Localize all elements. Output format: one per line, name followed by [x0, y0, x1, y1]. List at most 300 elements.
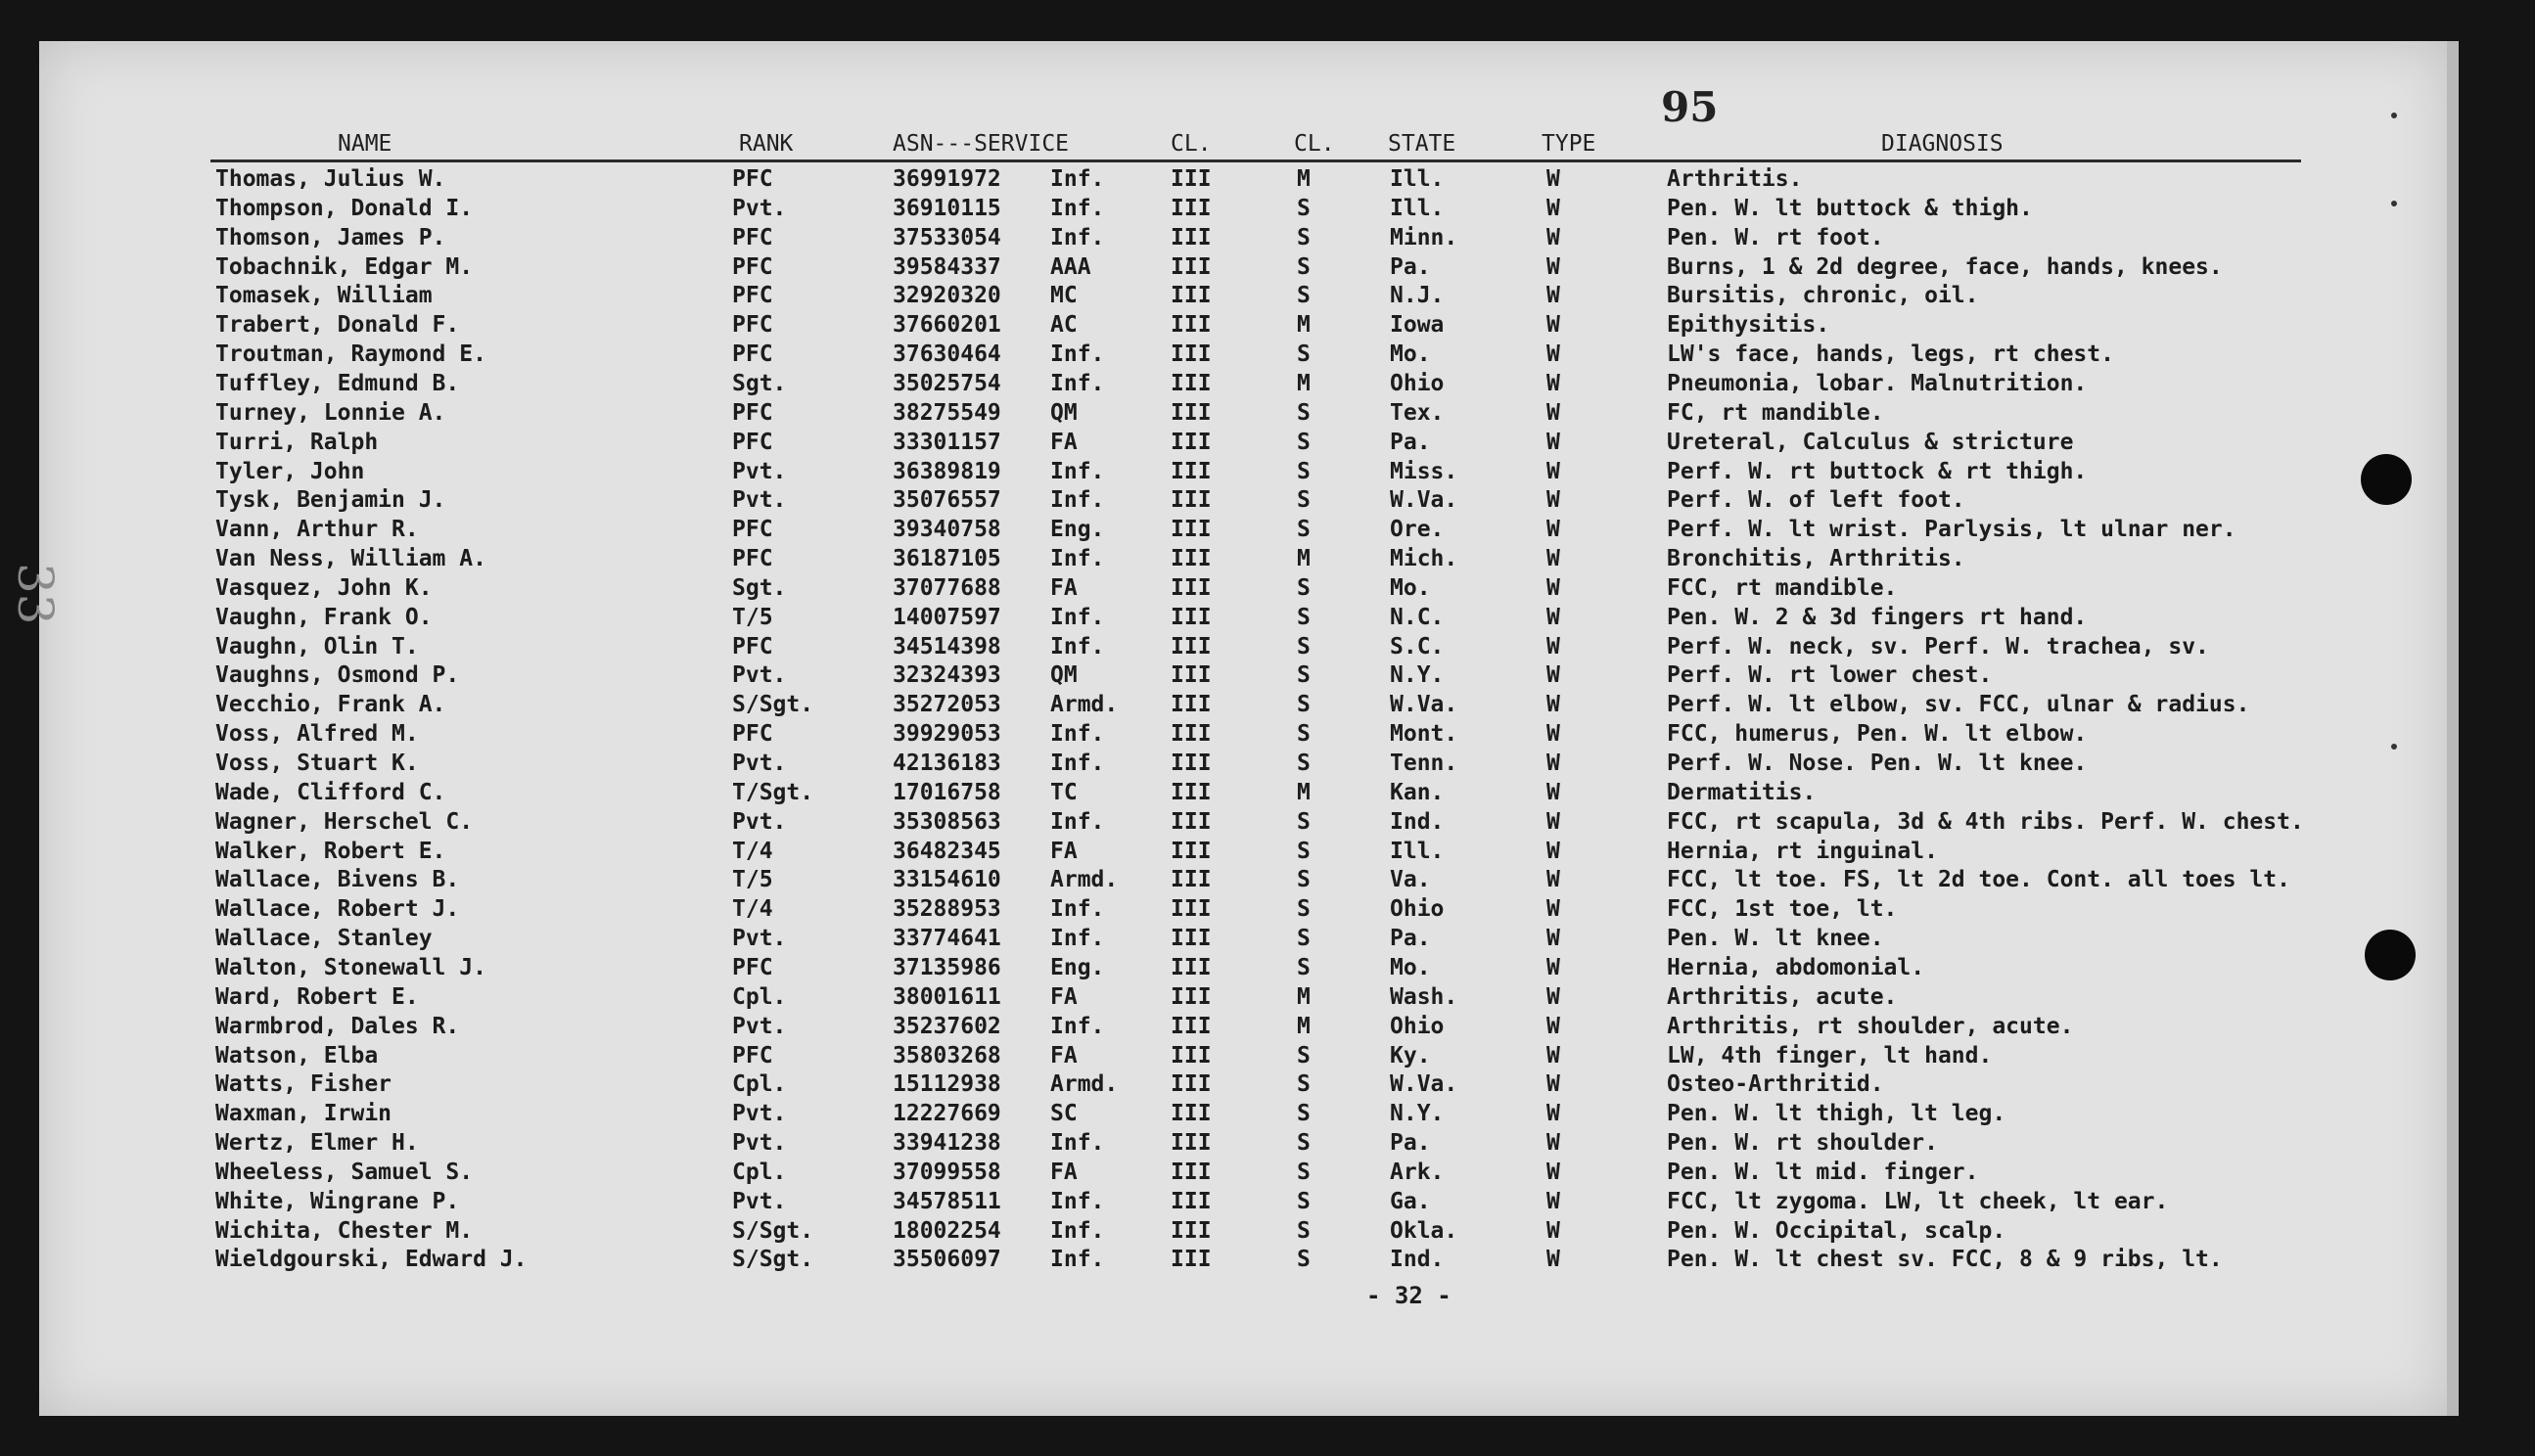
cell-class-2: S — [1297, 954, 1311, 980]
cell-type: W — [1546, 1013, 1560, 1039]
cell-diagnosis: Hernia, abdomonial. — [1667, 954, 1925, 980]
cell-rank: PFC — [732, 224, 773, 250]
cell-service: Inf. — [1050, 1188, 1105, 1214]
cell-service: Inf. — [1050, 633, 1105, 660]
cell-diagnosis: FCC, lt toe. FS, lt 2d toe. Cont. all toes lt. — [1667, 867, 2290, 893]
cell-class-2: S — [1297, 662, 1311, 689]
cell-state: Kan. — [1390, 779, 1445, 805]
cell-type: W — [1546, 1159, 1560, 1185]
cell-state: Ohio — [1390, 370, 1445, 396]
cell-diagnosis: Perf. W. rt buttock & rt thigh. — [1667, 458, 2088, 484]
cell-state: Va. — [1390, 867, 1431, 893]
cell-diagnosis: Ureteral, Calculus & stricture — [1667, 429, 2074, 455]
cell-asn: 38001611 — [893, 983, 1001, 1010]
cell-rank: Pvt. — [732, 195, 787, 221]
cell-class-1: III — [1171, 312, 1212, 339]
cell-diagnosis: Arthritis, acute. — [1667, 983, 1898, 1010]
cell-class-2: S — [1297, 429, 1311, 455]
cell-state: W.Va. — [1390, 487, 1458, 514]
cell-asn: 35025754 — [893, 370, 1001, 396]
cell-diagnosis: Perf. W. Nose. Pen. W. lt knee. — [1667, 751, 2088, 776]
cell-class-2: S — [1297, 283, 1311, 309]
cell-rank: PFC — [732, 283, 773, 309]
cell-name: Watson, Elba — [215, 1042, 379, 1069]
cell-service: FA — [1050, 574, 1078, 601]
header-state: STATE — [1388, 131, 1456, 157]
cell-asn: 37077688 — [893, 574, 1001, 601]
cell-type: W — [1546, 808, 1560, 835]
cell-class-1: III — [1171, 838, 1212, 864]
cell-state: Ill. — [1390, 166, 1445, 192]
cell-class-1: III — [1171, 517, 1212, 543]
cell-diagnosis: Dermatitis. — [1667, 779, 1817, 805]
margin-handwritten-note: 33 — [7, 563, 64, 625]
cell-asn: 14007597 — [893, 604, 1001, 630]
punch-hole-top — [2361, 454, 2412, 505]
cell-class-1: III — [1171, 370, 1212, 396]
cell-diagnosis: Hernia, rt inguinal. — [1667, 838, 1938, 864]
cell-class-2: M — [1297, 166, 1311, 192]
cell-diagnosis: Perf. W. neck, sv. Perf. W. trachea, sv. — [1667, 633, 2209, 660]
cell-type: W — [1546, 1247, 1560, 1273]
cell-asn: 36482345 — [893, 838, 1001, 864]
cell-name: White, Wingrane P. — [215, 1188, 460, 1214]
cell-class-2: S — [1297, 1217, 1311, 1244]
cell-asn: 37099558 — [893, 1159, 1001, 1185]
footer-page-number: - 32 - — [1366, 1282, 1452, 1309]
cell-rank: Pvt. — [732, 662, 787, 689]
cell-type: W — [1546, 896, 1560, 923]
cell-service: Eng. — [1050, 954, 1105, 980]
cell-name: Warmbrod, Dales R. — [215, 1013, 460, 1039]
cell-state: Mich. — [1390, 546, 1458, 572]
cell-asn: 33154610 — [893, 867, 1001, 893]
cell-class-2: S — [1297, 808, 1311, 835]
cell-rank: T/5 — [732, 604, 773, 630]
cell-asn: 35076557 — [893, 487, 1001, 514]
cell-class-1: III — [1171, 721, 1212, 748]
cell-type: W — [1546, 779, 1560, 805]
cell-name: Wertz, Elmer H. — [215, 1130, 419, 1157]
cell-diagnosis: Osteo-Arthritid. — [1667, 1071, 1884, 1098]
cell-type: W — [1546, 341, 1560, 368]
cell-state: Minn. — [1390, 224, 1458, 250]
cell-asn: 39340758 — [893, 517, 1001, 543]
cell-type: W — [1546, 517, 1560, 543]
cell-type: W — [1546, 487, 1560, 514]
cell-asn: 42136183 — [893, 751, 1001, 776]
cell-state: Ill. — [1390, 838, 1445, 864]
cell-diagnosis: Pen. W. rt shoulder. — [1667, 1130, 1938, 1157]
cell-diagnosis: FCC, rt mandible. — [1667, 574, 1898, 601]
cell-service: Inf. — [1050, 224, 1105, 250]
cell-rank: Pvt. — [732, 808, 787, 835]
cell-type: W — [1546, 458, 1560, 484]
cell-name: Walton, Stonewall J. — [215, 954, 486, 980]
cell-type: W — [1546, 574, 1560, 601]
cell-rank: Sgt. — [732, 370, 787, 396]
cell-rank: PFC — [732, 1042, 773, 1069]
cell-rank: T/Sgt. — [732, 779, 814, 805]
cell-name: Van Ness, William A. — [215, 546, 486, 572]
cell-state: Ore. — [1390, 517, 1445, 543]
cell-type: W — [1546, 195, 1560, 221]
cell-name: Wichita, Chester M. — [215, 1217, 474, 1244]
cell-service: FA — [1050, 983, 1078, 1010]
cell-service: Inf. — [1050, 370, 1105, 396]
cell-diagnosis: Pen. W. Occipital, scalp. — [1667, 1217, 2006, 1244]
cell-asn: 37630464 — [893, 341, 1001, 368]
cell-asn: 17016758 — [893, 779, 1001, 805]
cell-rank: Pvt. — [732, 487, 787, 514]
cell-class-2: S — [1297, 692, 1311, 718]
cell-state: Ark. — [1390, 1159, 1445, 1185]
cell-rank: Pvt. — [732, 1013, 787, 1039]
cell-rank: PFC — [732, 721, 773, 748]
cell-name: Vecchio, Frank A. — [215, 692, 446, 718]
cell-class-2: S — [1297, 838, 1311, 864]
cell-class-2: M — [1297, 1013, 1311, 1039]
cell-service: Inf. — [1050, 195, 1105, 221]
cell-class-1: III — [1171, 926, 1212, 952]
cell-service: Armd. — [1050, 1071, 1119, 1098]
cell-rank: PFC — [732, 312, 773, 339]
cell-name: Wallace, Stanley — [215, 926, 433, 952]
header-rank: RANK — [739, 131, 794, 157]
cell-name: Vann, Arthur R. — [215, 517, 419, 543]
cell-name: Troutman, Raymond E. — [215, 341, 486, 368]
cell-diagnosis: Pneumonia, lobar. Malnutrition. — [1667, 370, 2088, 396]
ink-dot — [2391, 113, 2397, 118]
cell-service: FA — [1050, 429, 1078, 455]
cell-diagnosis: FCC, humerus, Pen. W. lt elbow. — [1667, 721, 2088, 748]
cell-service: FA — [1050, 838, 1078, 864]
cell-class-1: III — [1171, 692, 1212, 718]
cell-name: Tomasek, William — [215, 283, 433, 309]
cell-asn: 38275549 — [893, 399, 1001, 426]
cell-state: Mo. — [1390, 954, 1431, 980]
cell-class-2: S — [1297, 867, 1311, 893]
cell-service: Inf. — [1050, 1217, 1105, 1244]
cell-class-2: S — [1297, 195, 1311, 221]
cell-rank: Pvt. — [732, 926, 787, 952]
cell-state: Pa. — [1390, 429, 1431, 455]
header-asn-service: ASN---SERVICE — [893, 131, 1070, 157]
cell-asn: 35308563 — [893, 808, 1001, 835]
cell-state: N.Y. — [1390, 1101, 1445, 1127]
cell-asn: 35506097 — [893, 1247, 1001, 1273]
cell-class-1: III — [1171, 867, 1212, 893]
cell-rank: S/Sgt. — [732, 1247, 814, 1273]
cell-name: Wallace, Bivens B. — [215, 867, 460, 893]
cell-rank: PFC — [732, 166, 773, 192]
cell-rank: PFC — [732, 954, 773, 980]
cell-service: Inf. — [1050, 808, 1105, 835]
cell-diagnosis: Pen. W. rt foot. — [1667, 224, 1884, 250]
cell-state: Ga. — [1390, 1188, 1431, 1214]
cell-class-1: III — [1171, 1071, 1212, 1098]
cell-name: Voss, Alfred M. — [215, 721, 419, 748]
cell-state: Tex. — [1390, 399, 1445, 426]
cell-class-2: S — [1297, 633, 1311, 660]
cell-name: Wagner, Herschel C. — [215, 808, 474, 835]
cell-service: AAA — [1050, 253, 1091, 280]
cell-state: Okla. — [1390, 1217, 1458, 1244]
cell-type: W — [1546, 692, 1560, 718]
cell-rank: Cpl. — [732, 983, 787, 1010]
cell-class-2: M — [1297, 779, 1311, 805]
cell-class-2: S — [1297, 517, 1311, 543]
cell-rank: Pvt. — [732, 458, 787, 484]
cell-asn: 35288953 — [893, 896, 1001, 923]
cell-service: SC — [1050, 1101, 1078, 1127]
cell-state: N.J. — [1390, 283, 1445, 309]
cell-class-2: S — [1297, 1159, 1311, 1185]
cell-rank: PFC — [732, 253, 773, 280]
cell-type: W — [1546, 1071, 1560, 1098]
cell-class-1: III — [1171, 1159, 1212, 1185]
cell-diagnosis: Arthritis. — [1667, 166, 1803, 192]
cell-type: W — [1546, 662, 1560, 689]
cell-diagnosis: Pen. W. lt chest sv. FCC, 8 & 9 ribs, lt. — [1667, 1247, 2223, 1273]
cell-state: W.Va. — [1390, 1071, 1458, 1098]
cell-type: W — [1546, 166, 1560, 192]
cell-asn: 37533054 — [893, 224, 1001, 250]
cell-class-2: S — [1297, 1101, 1311, 1127]
cell-diagnosis: Epithysitis. — [1667, 312, 1830, 339]
cell-service: Inf. — [1050, 926, 1105, 952]
cell-asn: 35272053 — [893, 692, 1001, 718]
cell-service: MC — [1050, 283, 1078, 309]
cell-diagnosis: Burns, 1 & 2d degree, face, hands, knees. — [1667, 253, 2223, 280]
cell-type: W — [1546, 1101, 1560, 1127]
cell-name: Wade, Clifford C. — [215, 779, 446, 805]
cell-class-1: III — [1171, 1188, 1212, 1214]
cell-asn: 32920320 — [893, 283, 1001, 309]
cell-state: Ohio — [1390, 1013, 1445, 1039]
cell-class-1: III — [1171, 779, 1212, 805]
cell-name: Waxman, Irwin — [215, 1101, 392, 1127]
cell-state: N.C. — [1390, 604, 1445, 630]
cell-name: Watts, Fisher — [215, 1071, 392, 1098]
cell-class-1: III — [1171, 224, 1212, 250]
cell-name: Wallace, Robert J. — [215, 896, 460, 923]
cell-rank: PFC — [732, 341, 773, 368]
cell-service: Inf. — [1050, 341, 1105, 368]
cell-state: Pa. — [1390, 253, 1431, 280]
cell-class-1: III — [1171, 1130, 1212, 1157]
cell-rank: Cpl. — [732, 1071, 787, 1098]
cell-class-2: S — [1297, 1130, 1311, 1157]
cell-state: Iowa — [1390, 312, 1445, 339]
cell-class-1: III — [1171, 166, 1212, 192]
cell-class-2: M — [1297, 546, 1311, 572]
header-class-2: CL. — [1294, 131, 1335, 157]
cell-class-1: III — [1171, 954, 1212, 980]
cell-class-2: S — [1297, 604, 1311, 630]
cell-class-1: III — [1171, 896, 1212, 923]
cell-service: Inf. — [1050, 604, 1105, 630]
cell-name: Turri, Ralph — [215, 429, 379, 455]
cell-asn: 36187105 — [893, 546, 1001, 572]
cell-diagnosis: LW, 4th finger, lt hand. — [1667, 1042, 1993, 1069]
cell-class-2: S — [1297, 1042, 1311, 1069]
cell-rank: S/Sgt. — [732, 692, 814, 718]
cell-asn: 35237602 — [893, 1013, 1001, 1039]
cell-service: Inf. — [1050, 1013, 1105, 1039]
header-name: NAME — [338, 131, 392, 157]
cell-class-2: S — [1297, 458, 1311, 484]
cell-type: W — [1546, 838, 1560, 864]
cell-diagnosis: Bursitis, chronic, oil. — [1667, 283, 1979, 309]
cell-rank: T/4 — [732, 838, 773, 864]
cell-service: FA — [1050, 1042, 1078, 1069]
cell-class-2: S — [1297, 721, 1311, 748]
cell-class-1: III — [1171, 546, 1212, 572]
cell-state: Miss. — [1390, 458, 1458, 484]
cell-type: W — [1546, 751, 1560, 776]
cell-type: W — [1546, 312, 1560, 339]
cell-class-1: III — [1171, 253, 1212, 280]
cell-diagnosis: Perf. W. lt wrist. Parlysis, lt ulnar ner. — [1667, 517, 2236, 543]
cell-service: QM — [1050, 399, 1078, 426]
cell-name: Vaughn, Olin T. — [215, 633, 419, 660]
cell-service: Armd. — [1050, 867, 1119, 893]
cell-rank: Sgt. — [732, 574, 787, 601]
cell-diagnosis: FCC, rt scapula, 3d & 4th ribs. Perf. W. chest. — [1667, 808, 2304, 835]
cell-diagnosis: LW's face, hands, legs, rt chest. — [1667, 341, 2114, 368]
cell-name: Trabert, Donald F. — [215, 312, 460, 339]
cell-diagnosis: FCC, 1st toe, lt. — [1667, 896, 1898, 923]
cell-class-1: III — [1171, 341, 1212, 368]
cell-class-2: S — [1297, 1188, 1311, 1214]
cell-class-1: III — [1171, 604, 1212, 630]
cell-diagnosis: Pen. W. lt mid. finger. — [1667, 1159, 1979, 1185]
cell-service: QM — [1050, 662, 1078, 689]
cell-state: N.Y. — [1390, 662, 1445, 689]
cell-diagnosis: FCC, lt zygoma. LW, lt cheek, lt ear. — [1667, 1188, 2169, 1214]
cell-class-1: III — [1171, 195, 1212, 221]
cell-class-2: S — [1297, 487, 1311, 514]
cell-rank: Cpl. — [732, 1159, 787, 1185]
cell-state: Wash. — [1390, 983, 1458, 1010]
cell-diagnosis: Perf. W. rt lower chest. — [1667, 662, 1993, 689]
cell-type: W — [1546, 1188, 1560, 1214]
cell-diagnosis: Arthritis, rt shoulder, acute. — [1667, 1013, 2074, 1039]
cell-state: Ky. — [1390, 1042, 1431, 1069]
cell-class-1: III — [1171, 283, 1212, 309]
cell-rank: PFC — [732, 633, 773, 660]
cell-service: Inf. — [1050, 487, 1105, 514]
cell-rank: PFC — [732, 429, 773, 455]
cell-rank: Pvt. — [732, 1188, 787, 1214]
cell-name: Voss, Stuart K. — [215, 751, 419, 776]
cell-class-1: III — [1171, 808, 1212, 835]
cell-name: Vasquez, John K. — [215, 574, 433, 601]
cell-name: Thomson, James P. — [215, 224, 446, 250]
cell-diagnosis: Pen. W. lt buttock & thigh. — [1667, 195, 2033, 221]
cell-type: W — [1546, 546, 1560, 572]
cell-class-1: III — [1171, 1042, 1212, 1069]
cell-class-2: S — [1297, 926, 1311, 952]
header-class-1: CL. — [1171, 131, 1212, 157]
cell-state: Mont. — [1390, 721, 1458, 748]
cell-diagnosis: Pen. W. 2 & 3d fingers rt hand. — [1667, 604, 2088, 630]
cell-service: Inf. — [1050, 458, 1105, 484]
cell-class-2: S — [1297, 399, 1311, 426]
cell-state: Pa. — [1390, 926, 1431, 952]
cell-type: W — [1546, 954, 1560, 980]
cell-asn: 34514398 — [893, 633, 1001, 660]
header-diagnosis: DIAGNOSIS — [1881, 131, 2004, 157]
cell-class-2: M — [1297, 983, 1311, 1010]
cell-class-1: III — [1171, 429, 1212, 455]
cell-class-2: S — [1297, 896, 1311, 923]
cell-asn: 18002254 — [893, 1217, 1001, 1244]
cell-type: W — [1546, 429, 1560, 455]
cell-type: W — [1546, 253, 1560, 280]
cell-asn: 33301157 — [893, 429, 1001, 455]
cell-type: W — [1546, 224, 1560, 250]
cell-class-1: III — [1171, 751, 1212, 776]
cell-diagnosis: Pen. W. lt knee. — [1667, 926, 1884, 952]
cell-asn: 39929053 — [893, 721, 1001, 748]
cell-asn: 33941238 — [893, 1130, 1001, 1157]
cell-class-1: III — [1171, 574, 1212, 601]
cell-rank: Pvt. — [732, 1130, 787, 1157]
cell-service: AC — [1050, 312, 1078, 339]
cell-asn: 36910115 — [893, 195, 1001, 221]
cell-service: TC — [1050, 779, 1078, 805]
cell-class-2: S — [1297, 1071, 1311, 1098]
cell-rank: PFC — [732, 546, 773, 572]
cell-class-2: M — [1297, 312, 1311, 339]
cell-service: Eng. — [1050, 517, 1105, 543]
cell-asn: 36991972 — [893, 166, 1001, 192]
cell-state: Mo. — [1390, 341, 1431, 368]
cell-service: Inf. — [1050, 1130, 1105, 1157]
cell-name: Thompson, Donald I. — [215, 195, 474, 221]
cell-asn: 35803268 — [893, 1042, 1001, 1069]
cell-diagnosis: Pen. W. lt thigh, lt leg. — [1667, 1101, 2006, 1127]
cell-name: Vaughns, Osmond P. — [215, 662, 460, 689]
cell-name: Wheeless, Samuel S. — [215, 1159, 474, 1185]
cell-type: W — [1546, 633, 1560, 660]
cell-state: Ill. — [1390, 195, 1445, 221]
cell-diagnosis: Perf. W. of left foot. — [1667, 487, 1965, 514]
cell-rank: T/5 — [732, 867, 773, 893]
cell-class-2: S — [1297, 224, 1311, 250]
cell-class-2: S — [1297, 751, 1311, 776]
cell-service: Inf. — [1050, 721, 1105, 748]
cell-name: Wieldgourski, Edward J. — [215, 1247, 528, 1273]
cell-state: W.Va. — [1390, 692, 1458, 718]
cell-diagnosis: FC, rt mandible. — [1667, 399, 1884, 426]
cell-name: Tyler, John — [215, 458, 365, 484]
cell-service: Inf. — [1050, 166, 1105, 192]
cell-type: W — [1546, 867, 1560, 893]
cell-class-1: III — [1171, 1013, 1212, 1039]
cell-asn: 37135986 — [893, 954, 1001, 980]
cell-type: W — [1546, 721, 1560, 748]
cell-type: W — [1546, 1130, 1560, 1157]
cell-asn: 34578511 — [893, 1188, 1001, 1214]
cell-class-1: III — [1171, 983, 1212, 1010]
cell-rank: Pvt. — [732, 1101, 787, 1127]
cell-rank: S/Sgt. — [732, 1217, 814, 1244]
cell-service: FA — [1050, 1159, 1078, 1185]
cell-class-1: III — [1171, 1217, 1212, 1244]
